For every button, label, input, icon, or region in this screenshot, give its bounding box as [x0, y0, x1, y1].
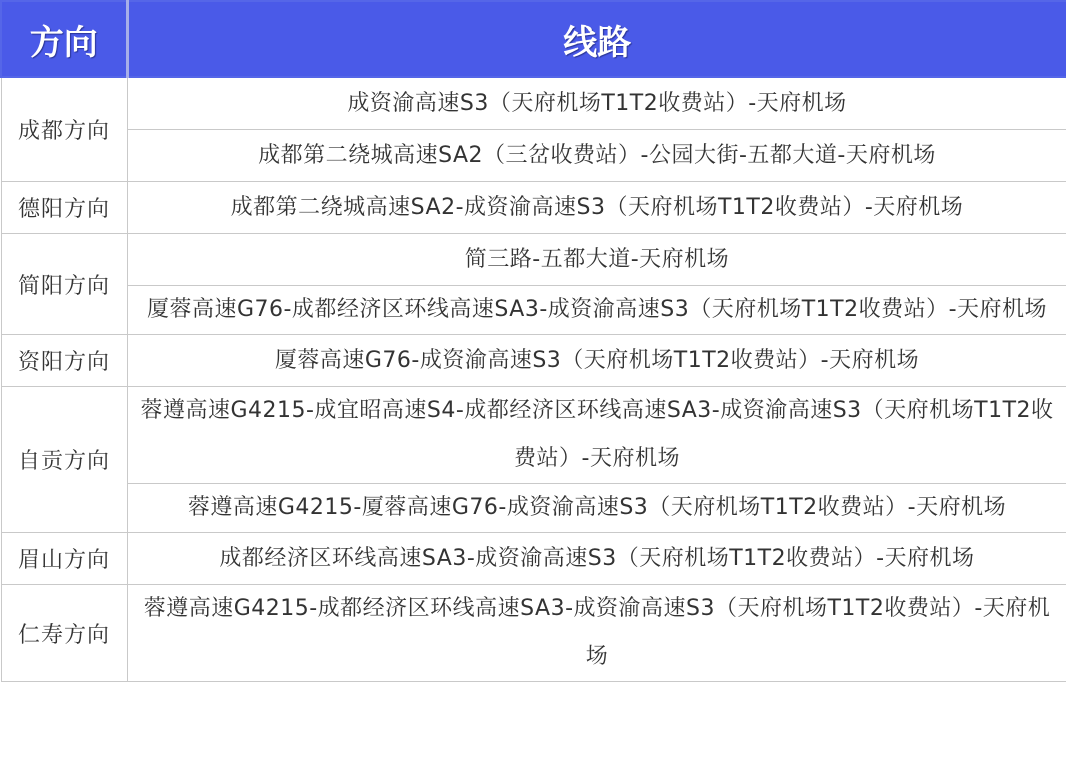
direction-column-header: 方向 — [1, 1, 127, 77]
direction-cell: 仁寿方向 — [1, 585, 127, 682]
route-column-header: 线路 — [127, 1, 1066, 77]
table-row — [1, 484, 1066, 533]
route-cell: 厦蓉高速G76-成都经济区环线高速SA3-成资渝高速S3（天府机场T1T2收费站）-天府机场 — [127, 286, 1066, 335]
direction-cell: 眉山方向 — [1, 533, 127, 585]
table-row — [1, 234, 1066, 286]
header-row — [1, 1, 1066, 77]
table-row — [1, 130, 1066, 182]
route-cell: 蓉遵高速G4215-成都经济区环线高速SA3-成资渝高速S3（天府机场T1T2收费站）-天府机场 — [127, 585, 1066, 682]
route-cell: 成都第二绕城高速SA2-成资渝高速S3（天府机场T1T2收费站）-天府机场 — [127, 182, 1066, 234]
direction-cell: 德阳方向 — [1, 182, 127, 234]
direction-cell: 资阳方向 — [1, 335, 127, 387]
table-row — [1, 335, 1066, 387]
table-row — [1, 77, 1066, 130]
route-cell: 成资渝高速S3（天府机场T1T2收费站）-天府机场 — [127, 77, 1066, 130]
route-cell: 成都第二绕城高速SA2（三岔收费站）-公园大街-五都大道-天府机场 — [127, 130, 1066, 182]
route-cell: 蓉遵高速G4215-成宜昭高速S4-成都经济区环线高速SA3-成资渝高速S3（天府机场T1T2收费站）-天府机场 — [127, 387, 1066, 484]
direction-cell: 成都方向 — [1, 77, 127, 182]
direction-cell: 简阳方向 — [1, 234, 127, 335]
table-row — [1, 182, 1066, 234]
table-row — [1, 585, 1066, 682]
route-cell: 简三路-五都大道-天府机场 — [127, 234, 1066, 286]
route-cell: 成都经济区环线高速SA3-成资渝高速S3（天府机场T1T2收费站）-天府机场 — [127, 533, 1066, 585]
route-cell: 厦蓉高速G76-成资渝高速S3（天府机场T1T2收费站）-天府机场 — [127, 335, 1066, 387]
table-row — [1, 286, 1066, 335]
route-cell: 蓉遵高速G4215-厦蓉高速G76-成资渝高速S3（天府机场T1T2收费站）-天府机场 — [127, 484, 1066, 533]
direction-cell: 自贡方向 — [1, 387, 127, 533]
table-row — [1, 387, 1066, 484]
table-row — [1, 533, 1066, 585]
